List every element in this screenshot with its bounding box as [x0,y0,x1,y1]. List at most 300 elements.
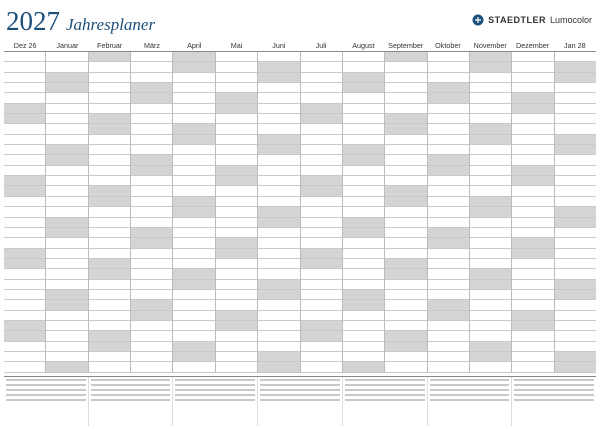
day-cell[interactable] [173,73,214,83]
day-cell[interactable] [216,114,257,124]
day-cell[interactable] [470,155,511,165]
day-cell[interactable] [428,342,469,352]
day-cell[interactable] [89,321,130,331]
day-cell[interactable] [216,238,257,248]
day-cell[interactable] [555,197,596,207]
day-cell[interactable] [555,104,596,114]
day-cell[interactable] [89,135,130,145]
day-cell[interactable] [89,124,130,134]
day-cell[interactable] [301,362,342,372]
day-cell[interactable] [512,290,553,300]
day-cell[interactable] [216,342,257,352]
day-cell[interactable] [512,83,553,93]
day-cell[interactable] [428,93,469,103]
day-cell[interactable] [46,311,87,321]
day-cell[interactable] [555,352,596,362]
day-cell[interactable] [173,290,214,300]
day-cell[interactable] [385,218,426,228]
day-cell[interactable] [428,238,469,248]
day-cell[interactable] [343,300,384,310]
day-cell[interactable] [343,280,384,290]
day-cell[interactable] [46,124,87,134]
day-cell[interactable] [343,73,384,83]
day-cell[interactable] [512,62,553,72]
day-cell[interactable] [301,280,342,290]
day-cell[interactable] [89,93,130,103]
day-cell[interactable] [555,321,596,331]
day-cell[interactable] [173,166,214,176]
day-cell[interactable] [428,155,469,165]
day-cell[interactable] [89,166,130,176]
day-cell[interactable] [131,249,172,259]
day-cell[interactable] [4,352,45,362]
day-cell[interactable] [385,300,426,310]
day-cell[interactable] [343,176,384,186]
day-cell[interactable] [131,321,172,331]
day-cell[interactable] [555,124,596,134]
day-cell[interactable] [46,362,87,372]
day-cell[interactable] [555,311,596,321]
day-cell[interactable] [46,342,87,352]
day-cell[interactable] [385,62,426,72]
day-cell[interactable] [512,207,553,217]
day-cell[interactable] [555,166,596,176]
day-cell[interactable] [301,166,342,176]
day-cell[interactable] [385,93,426,103]
day-cell[interactable] [46,290,87,300]
day-cell[interactable] [216,259,257,269]
day-cell[interactable] [173,155,214,165]
day-cell[interactable] [173,249,214,259]
day-cell[interactable] [343,186,384,196]
day-cell[interactable] [46,93,87,103]
day-cell[interactable] [428,352,469,362]
day-cell[interactable] [46,52,87,62]
day-cell[interactable] [46,269,87,279]
day-cell[interactable] [258,73,299,83]
day-cell[interactable] [89,155,130,165]
day-cell[interactable] [4,342,45,352]
day-cell[interactable] [216,186,257,196]
day-cell[interactable] [470,321,511,331]
day-cell[interactable] [89,114,130,124]
day-cell[interactable] [470,238,511,248]
day-cell[interactable] [46,300,87,310]
day-cell[interactable] [555,269,596,279]
day-cell[interactable] [131,342,172,352]
day-cell[interactable] [512,166,553,176]
day-cell[interactable] [131,300,172,310]
day-cell[interactable] [258,311,299,321]
day-cell[interactable] [470,73,511,83]
day-cell[interactable] [385,342,426,352]
day-cell[interactable] [470,52,511,62]
day-cell[interactable] [385,135,426,145]
day-cell[interactable] [89,238,130,248]
day-cell[interactable] [428,186,469,196]
day-cell[interactable] [131,311,172,321]
day-cell[interactable] [512,104,553,114]
day-cell[interactable] [258,259,299,269]
day-cell[interactable] [301,207,342,217]
day-cell[interactable] [555,362,596,372]
day-cell[interactable] [258,93,299,103]
day-cell[interactable] [89,269,130,279]
day-cell[interactable] [512,300,553,310]
day-cell[interactable] [301,62,342,72]
day-cell[interactable] [173,83,214,93]
day-cell[interactable] [131,290,172,300]
day-cell[interactable] [470,249,511,259]
day-cell[interactable] [4,249,45,259]
day-cell[interactable] [131,124,172,134]
day-cell[interactable] [343,114,384,124]
day-cell[interactable] [4,362,45,372]
day-cell[interactable] [258,166,299,176]
day-cell[interactable] [512,228,553,238]
day-cell[interactable] [131,52,172,62]
day-cell[interactable] [258,114,299,124]
day-cell[interactable] [216,249,257,259]
day-cell[interactable] [428,197,469,207]
day-cell[interactable] [89,186,130,196]
day-cell[interactable] [46,135,87,145]
day-cell[interactable] [555,280,596,290]
day-cell[interactable] [173,300,214,310]
day-cell[interactable] [4,93,45,103]
day-cell[interactable] [428,176,469,186]
day-cell[interactable] [216,331,257,341]
day-cell[interactable] [4,300,45,310]
day-cell[interactable] [173,145,214,155]
day-cell[interactable] [258,362,299,372]
day-cell[interactable] [428,124,469,134]
day-cell[interactable] [216,362,257,372]
day-cell[interactable] [4,124,45,134]
day-cell[interactable] [343,228,384,238]
day-cell[interactable] [470,176,511,186]
day-cell[interactable] [555,176,596,186]
day-cell[interactable] [173,135,214,145]
day-cell[interactable] [428,249,469,259]
day-cell[interactable] [512,197,553,207]
day-cell[interactable] [258,186,299,196]
day-cell[interactable] [385,249,426,259]
day-cell[interactable] [343,155,384,165]
day-cell[interactable] [258,135,299,145]
day-cell[interactable] [385,352,426,362]
day-cell[interactable] [4,155,45,165]
day-cell[interactable] [258,124,299,134]
day-cell[interactable] [301,300,342,310]
day-cell[interactable] [470,362,511,372]
day-cell[interactable] [89,207,130,217]
day-cell[interactable] [258,342,299,352]
day-cell[interactable] [512,145,553,155]
day-cell[interactable] [301,311,342,321]
day-cell[interactable] [301,342,342,352]
day-cell[interactable] [4,238,45,248]
day-cell[interactable] [173,311,214,321]
day-cell[interactable] [428,114,469,124]
day-cell[interactable] [258,104,299,114]
day-cell[interactable] [301,114,342,124]
day-cell[interactable] [385,73,426,83]
day-cell[interactable] [258,280,299,290]
day-cell[interactable] [470,311,511,321]
day-cell[interactable] [258,290,299,300]
day-cell[interactable] [385,362,426,372]
day-cell[interactable] [89,280,130,290]
day-cell[interactable] [4,269,45,279]
day-cell[interactable] [555,52,596,62]
day-cell[interactable] [343,352,384,362]
day-cell[interactable] [428,83,469,93]
day-cell[interactable] [301,73,342,83]
day-cell[interactable] [555,135,596,145]
day-cell[interactable] [555,73,596,83]
day-cell[interactable] [428,62,469,72]
day-cell[interactable] [428,280,469,290]
day-cell[interactable] [512,362,553,372]
day-cell[interactable] [216,218,257,228]
day-cell[interactable] [131,269,172,279]
day-cell[interactable] [131,145,172,155]
day-cell[interactable] [4,73,45,83]
day-cell[interactable] [512,331,553,341]
day-cell[interactable] [46,259,87,269]
day-cell[interactable] [89,62,130,72]
day-cell[interactable] [512,352,553,362]
day-cell[interactable] [428,290,469,300]
day-cell[interactable] [46,197,87,207]
day-cell[interactable] [258,269,299,279]
day-cell[interactable] [173,342,214,352]
day-cell[interactable] [470,269,511,279]
day-cell[interactable] [173,238,214,248]
day-cell[interactable] [131,114,172,124]
day-cell[interactable] [428,73,469,83]
day-cell[interactable] [46,83,87,93]
day-cell[interactable] [4,207,45,217]
day-cell[interactable] [131,166,172,176]
day-cell[interactable] [216,104,257,114]
day-cell[interactable] [258,197,299,207]
day-cell[interactable] [173,259,214,269]
day-cell[interactable] [385,311,426,321]
day-cell[interactable] [428,104,469,114]
day-cell[interactable] [512,218,553,228]
day-cell[interactable] [343,249,384,259]
day-cell[interactable] [343,197,384,207]
day-cell[interactable] [46,176,87,186]
day-cell[interactable] [301,93,342,103]
day-cell[interactable] [343,342,384,352]
day-cell[interactable] [216,352,257,362]
day-cell[interactable] [89,218,130,228]
day-cell[interactable] [216,280,257,290]
day-cell[interactable] [343,207,384,217]
day-cell[interactable] [216,93,257,103]
day-cell[interactable] [131,155,172,165]
day-cell[interactable] [216,135,257,145]
day-cell[interactable] [216,321,257,331]
day-cell[interactable] [512,73,553,83]
day-cell[interactable] [555,114,596,124]
day-cell[interactable] [216,228,257,238]
day-cell[interactable] [470,145,511,155]
day-cell[interactable] [131,352,172,362]
day-cell[interactable] [173,280,214,290]
day-cell[interactable] [216,124,257,134]
day-cell[interactable] [46,238,87,248]
day-cell[interactable] [173,218,214,228]
day-cell[interactable] [385,269,426,279]
day-cell[interactable] [258,238,299,248]
day-cell[interactable] [428,321,469,331]
day-cell[interactable] [4,290,45,300]
day-cell[interactable] [428,331,469,341]
day-cell[interactable] [46,186,87,196]
day-cell[interactable] [46,249,87,259]
day-cell[interactable] [46,352,87,362]
day-cell[interactable] [301,145,342,155]
day-cell[interactable] [470,228,511,238]
day-cell[interactable] [428,207,469,217]
day-cell[interactable] [131,331,172,341]
day-cell[interactable] [258,352,299,362]
day-cell[interactable] [131,238,172,248]
day-cell[interactable] [343,362,384,372]
day-cell[interactable] [46,218,87,228]
day-cell[interactable] [470,342,511,352]
day-cell[interactable] [46,331,87,341]
day-cell[interactable] [89,362,130,372]
day-cell[interactable] [301,197,342,207]
day-cell[interactable] [216,73,257,83]
day-cell[interactable] [428,311,469,321]
day-cell[interactable] [301,249,342,259]
day-cell[interactable] [512,114,553,124]
day-cell[interactable] [301,83,342,93]
day-cell[interactable] [131,362,172,372]
day-cell[interactable] [4,259,45,269]
day-cell[interactable] [216,269,257,279]
day-cell[interactable] [470,124,511,134]
day-cell[interactable] [173,269,214,279]
day-cell[interactable] [428,228,469,238]
day-cell[interactable] [216,52,257,62]
day-cell[interactable] [343,311,384,321]
day-cell[interactable] [46,62,87,72]
day-cell[interactable] [301,52,342,62]
day-cell[interactable] [343,269,384,279]
day-cell[interactable] [4,104,45,114]
day-cell[interactable] [512,321,553,331]
day-cell[interactable] [555,228,596,238]
day-cell[interactable] [4,311,45,321]
day-cell[interactable] [512,249,553,259]
day-cell[interactable] [343,259,384,269]
day-cell[interactable] [46,73,87,83]
day-cell[interactable] [89,311,130,321]
day-cell[interactable] [470,114,511,124]
day-cell[interactable] [343,290,384,300]
day-cell[interactable] [385,290,426,300]
day-cell[interactable] [512,311,553,321]
day-cell[interactable] [385,259,426,269]
day-cell[interactable] [173,321,214,331]
day-cell[interactable] [301,269,342,279]
day-cell[interactable] [131,176,172,186]
day-cell[interactable] [89,73,130,83]
day-cell[interactable] [385,238,426,248]
day-cell[interactable] [258,207,299,217]
day-cell[interactable] [173,114,214,124]
day-cell[interactable] [46,228,87,238]
day-cell[interactable] [4,52,45,62]
day-cell[interactable] [343,83,384,93]
day-cell[interactable] [131,104,172,114]
day-cell[interactable] [470,352,511,362]
day-cell[interactable] [385,83,426,93]
day-cell[interactable] [512,259,553,269]
day-cell[interactable] [258,83,299,93]
day-cell[interactable] [555,145,596,155]
day-cell[interactable] [4,331,45,341]
day-cell[interactable] [343,93,384,103]
day-cell[interactable] [173,124,214,134]
day-cell[interactable] [555,218,596,228]
day-cell[interactable] [470,104,511,114]
day-cell[interactable] [428,218,469,228]
day-cell[interactable] [385,104,426,114]
day-cell[interactable] [173,104,214,114]
day-cell[interactable] [89,197,130,207]
day-cell[interactable] [343,321,384,331]
day-cell[interactable] [512,155,553,165]
day-cell[interactable] [89,331,130,341]
day-cell[interactable] [131,186,172,196]
day-cell[interactable] [428,300,469,310]
day-cell[interactable] [555,238,596,248]
day-cell[interactable] [258,218,299,228]
day-cell[interactable] [4,218,45,228]
day-cell[interactable] [4,321,45,331]
day-cell[interactable] [4,135,45,145]
day-cell[interactable] [131,218,172,228]
day-cell[interactable] [216,290,257,300]
day-cell[interactable] [258,300,299,310]
day-cell[interactable] [89,352,130,362]
day-cell[interactable] [46,166,87,176]
day-cell[interactable] [216,176,257,186]
day-cell[interactable] [258,249,299,259]
day-cell[interactable] [555,62,596,72]
day-cell[interactable] [385,197,426,207]
day-cell[interactable] [301,321,342,331]
day-cell[interactable] [512,280,553,290]
day-cell[interactable] [428,259,469,269]
day-cell[interactable] [131,93,172,103]
day-cell[interactable] [89,228,130,238]
day-cell[interactable] [216,197,257,207]
day-cell[interactable] [470,207,511,217]
day-cell[interactable] [46,145,87,155]
day-cell[interactable] [258,155,299,165]
day-cell[interactable] [301,259,342,269]
day-cell[interactable] [385,331,426,341]
